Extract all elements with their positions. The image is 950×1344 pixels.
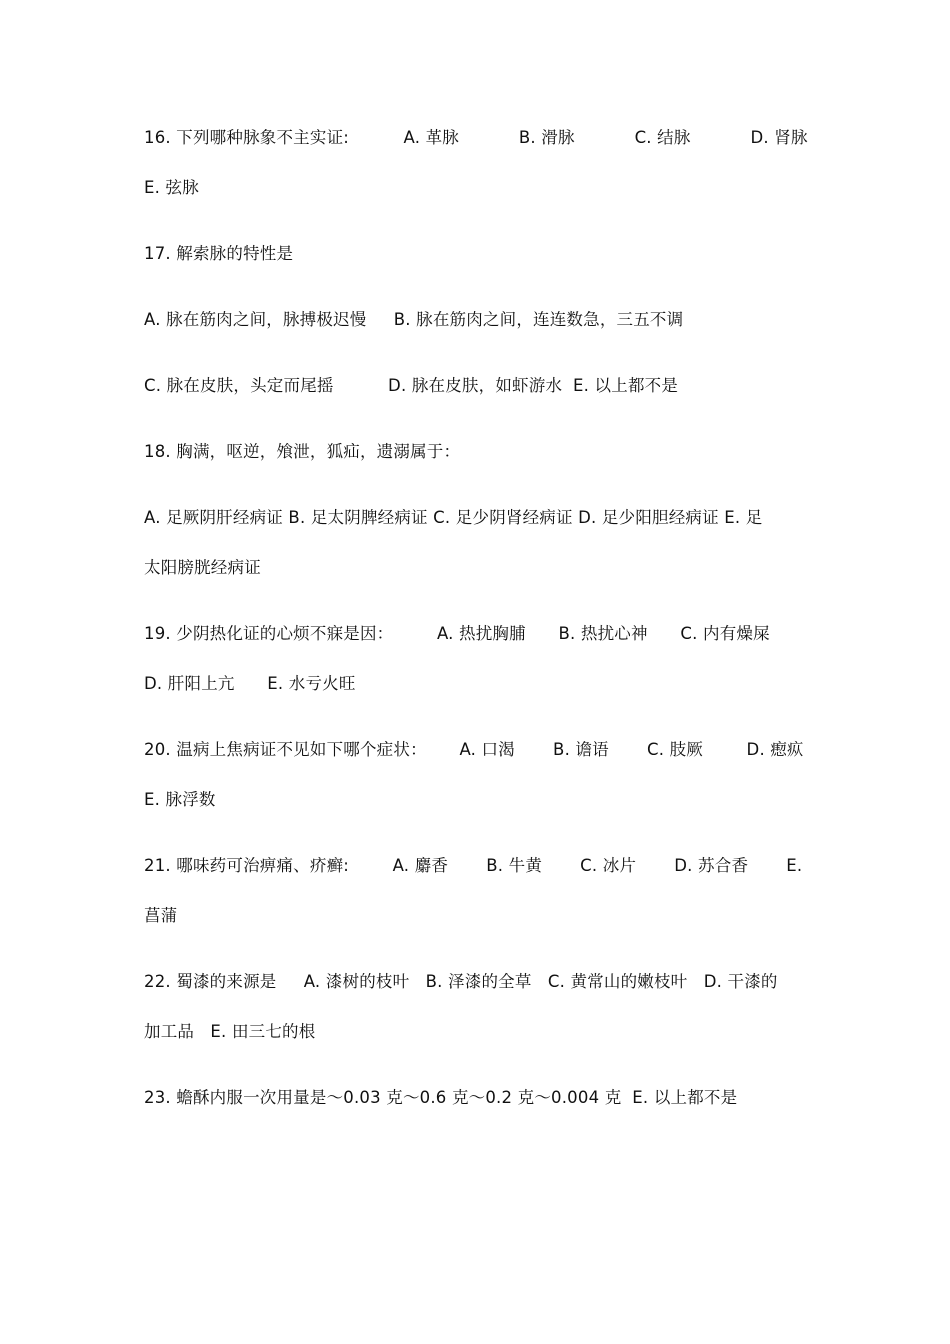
q20-line-1: 20. 温病上焦病证不见如下哪个症状： A. 口渴 B. 谵语 C. 肢厥 D. 瘛疭 bbox=[144, 740, 804, 759]
q23-line-1: 23. 蟾酥内服一次用量是～0.03 克～0.6 克～0.2 克～0.004 克 E. 以上都不是 bbox=[144, 1088, 738, 1107]
q17-options-1: A. 脉在筋肉之间，脉搏极迟慢 B. 脉在筋肉之间，连连数急，三五不调 bbox=[144, 310, 684, 329]
q21-line-2: 菖蒲 bbox=[144, 906, 178, 925]
q18-options-1: A. 足厥阴肝经病证 B. 足太阴脾经病证 C. 足少阴肾经病证 D. 足少阳胆经病证 E. 足 bbox=[144, 508, 763, 527]
q20-line-2: E. 脉浮数 bbox=[144, 790, 216, 809]
q16-line-1: 16. 下列哪种脉象不主实证: A. 革脉 B. 滑脉 C. 结脉 D. 肾脉 bbox=[144, 128, 808, 147]
q19-line-1: 19. 少阴热化证的心烦不寐是因： A. 热扰胸脯 B. 热扰心神 C. 内有燥屎 bbox=[144, 624, 770, 643]
q16-line-2: E. 弦脉 bbox=[144, 178, 199, 197]
q18-stem: 18. 胸满，呕逆，飧泄，狐疝，遗溺属于： bbox=[144, 442, 461, 461]
q22-line-2: 加工品 E. 田三七的根 bbox=[144, 1022, 316, 1041]
q17-options-2: C. 脉在皮肤，头定而尾摇 D. 脉在皮肤，如虾游水 E. 以上都不是 bbox=[144, 376, 679, 395]
q18-options-2: 太阳膀胱经病证 bbox=[144, 558, 261, 577]
q19-line-2: D. 肝阳上亢 E. 水亏火旺 bbox=[144, 674, 356, 693]
q21-line-1: 21. 哪味药可治痹痛、疥癣: A. 麝香 B. 牛黄 C. 冰片 D. 苏合香 E. bbox=[144, 856, 803, 875]
q22-line-1: 22. 蜀漆的来源是 A. 漆树的枝叶 B. 泽漆的全草 C. 黄常山的嫩枝叶 D. 干漆的 bbox=[144, 972, 778, 991]
q17-stem: 17. 解索脉的特性是 bbox=[144, 244, 294, 263]
